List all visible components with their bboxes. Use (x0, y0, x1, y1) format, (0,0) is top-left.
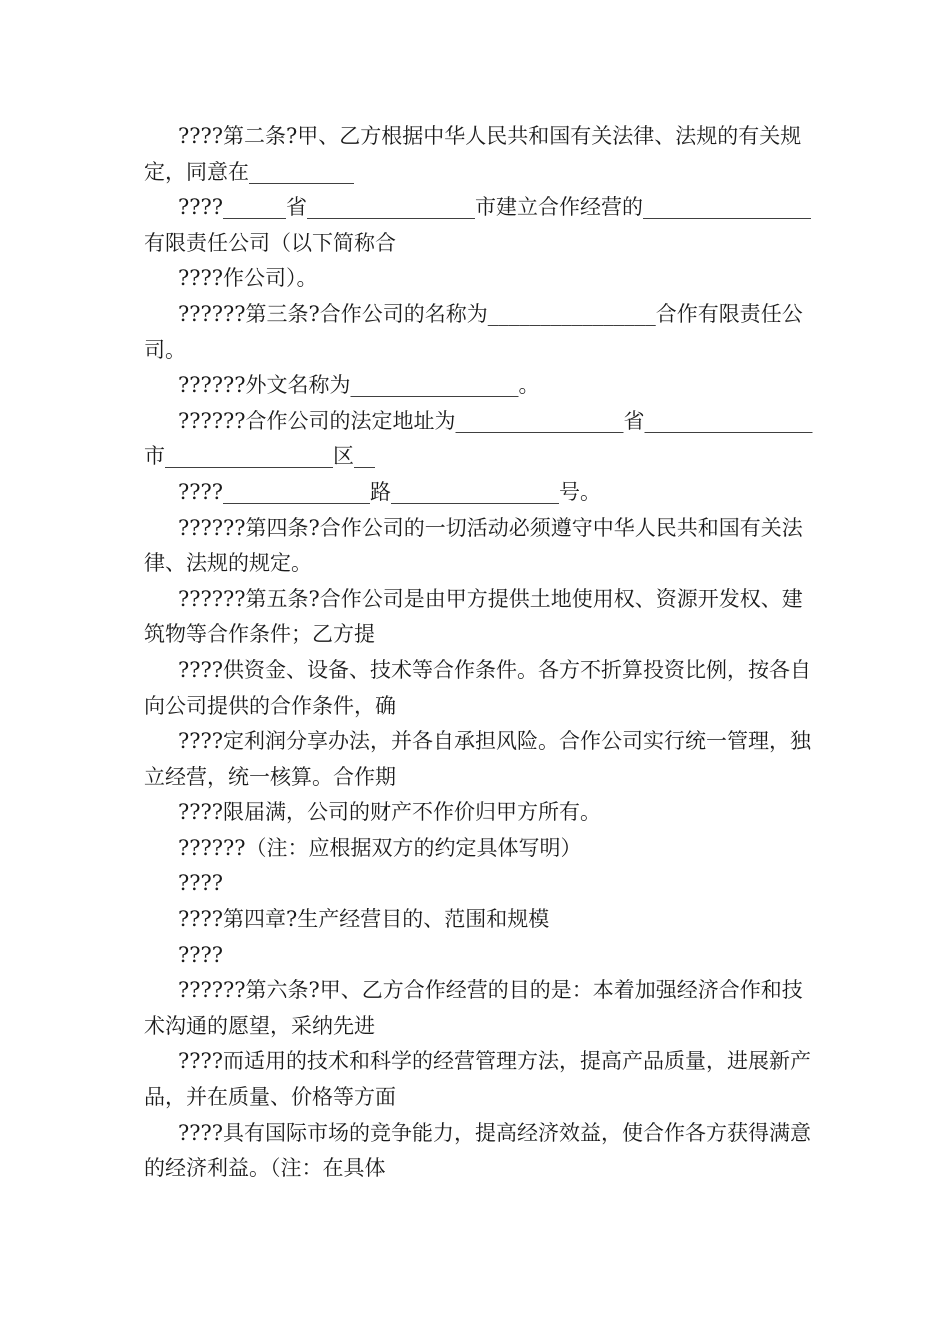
paragraph-note: ??????（注：应根据双方的约定具体写明） (178, 835, 582, 860)
paragraph-legal-address: ??????合作公司的法定地址为________________省________________市________________区__ (144, 408, 813, 469)
paragraph-article-5: ??????第五条?合作公司是由甲方提供土地使用权、资源开发权、建筑物等合作条件；乙方提 (144, 586, 803, 647)
paragraph-article-4: ??????第四条?合作公司的一切活动必须遵守中华人民共和国有关法律、法规的规定。 (144, 515, 803, 576)
paragraph-spacer: ???? (178, 871, 224, 896)
paragraph-road-number: ????______________路________________号。 (178, 479, 602, 504)
paragraph-article-2: ????第二条?甲、乙方根据中华人民共和国有关法律、法规的有关规定，同意在__________ (144, 124, 802, 184)
paragraph-article-6-cont-2: ????具有国际市场的竞争能力，提高经济效益，使合作各方获得满意的经济利益。（注：在具体 (144, 1120, 812, 1181)
chapter-heading: ????第四章?生产经营目的、范围和规模 (178, 907, 550, 932)
paragraph-article-5-cont-3: ????限届满，公司的财产不作价归甲方所有。 (178, 800, 602, 825)
paragraph-spacer: ???? (178, 942, 224, 967)
paragraph-company-location: ????______省________________市建立合作经营的________________有限责任公司（以下简称合 (144, 195, 812, 255)
paragraph-article-5-cont-1: ????供资金、设备、技术等合作条件。各方不折算投资比例，按各自向公司提供的合作条件，确 (144, 657, 812, 718)
paragraph-foreign-name: ??????外文名称为________________。 (178, 373, 540, 398)
document-body (144, 119, 816, 1187)
paragraph-article-6: ??????第六条?甲、乙方合作经营的目的是：本着加强经济合作和技术沟通的愿望，采纳先进 (144, 978, 803, 1038)
paragraph-article-3: ??????第三条?合作公司的名称为________________合作有限责任公司。 (144, 301, 803, 362)
paragraph-company-abbrev: ????作公司）。 (178, 266, 318, 291)
paragraph-article-5-cont-2: ????定利润分享办法，并各自承担风险。合作公司实行统一管理，独立经营，统一核算。合作期 (144, 729, 812, 789)
paragraph-article-6-cont-1: ????而适用的技术和科学的经营管理方法，提高产品质量，进展新产品，并在质量、价格等方面 (144, 1049, 812, 1110)
